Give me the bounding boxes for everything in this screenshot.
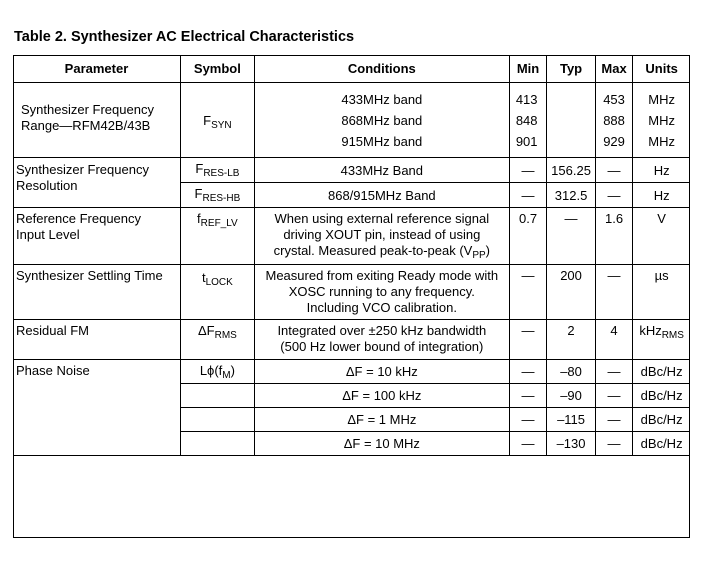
symbol-delta-frms: $\Delta F_{RMS}$: [180, 320, 254, 360]
units-ref-input: V: [633, 208, 690, 265]
table-row-freq-range: [13, 83, 690, 158]
min-residual-fm: —: [509, 320, 546, 360]
conditions-fres-lb: 433MHz Band: [254, 158, 509, 183]
typ-residual-fm: 2: [547, 320, 596, 360]
max-settling: —: [595, 265, 632, 320]
units-pn-10k: dBc/Hz: [633, 360, 690, 384]
min-pn-10m: —: [509, 432, 546, 456]
table-row-freq-res-lb: [13, 158, 690, 183]
param-freq-res: Synthesizer Frequency Resolution: [13, 158, 180, 208]
typ-pn-1m: –115: [547, 408, 596, 432]
symbol-fsyn: $F_{SYN}$: [180, 83, 254, 158]
max-fres-lb: —: [595, 158, 632, 183]
min-fres-hb: —: [509, 183, 546, 208]
max-pn-1m: —: [595, 408, 632, 432]
conditions-freq-range: 433MHz band 868MHz band 915MHz band: [254, 83, 509, 158]
conditions-pn-100k: ΔF = 100 kHz: [254, 384, 509, 408]
typ-freq-range: [547, 83, 596, 158]
min-freq-range: 413 848 901: [509, 83, 546, 158]
characteristics-table: [13, 55, 690, 456]
symbol-fres-lb: $F_{RES-LB}$: [180, 158, 254, 183]
units-fres-lb: Hz: [633, 158, 690, 183]
conditions-pn-10k: ΔF = 10 kHz: [254, 360, 509, 384]
min-settling: —: [509, 265, 546, 320]
max-ref-input: 1.6: [595, 208, 632, 265]
symbol-tlock: $t_{LOCK}$: [180, 265, 254, 320]
conditions-ref-input: When using external reference signal driving XOUT pin, instead of using crystal. Measured peak-to-peak $(V_{PP})$: [254, 208, 509, 265]
typ-pn-10m: –130: [547, 432, 596, 456]
header-symbol: Symbol: [180, 55, 254, 83]
min-pn-100k: —: [509, 384, 546, 408]
units-settling: µs: [633, 265, 690, 320]
param-residual-fm: Residual FM: [13, 320, 180, 360]
header-max: Max: [595, 55, 632, 83]
header-units: Units: [633, 55, 690, 83]
max-residual-fm: 4: [595, 320, 632, 360]
param-settling: Synthesizer Settling Time: [13, 265, 180, 320]
param-phase-noise: Phase Noise: [13, 360, 180, 456]
max-pn-100k: —: [595, 384, 632, 408]
conditions-settling: Measured from exiting Ready mode with XOSC running to any frequency. Including VCO calibration.: [254, 265, 509, 320]
table-row-residual-fm: [13, 320, 690, 360]
conditions-fres-hb: 868/915MHz Band: [254, 183, 509, 208]
typ-pn-100k: –90: [547, 384, 596, 408]
typ-settling: 200: [547, 265, 596, 320]
symbol-fref-lv: $f_{REF\_LV}$: [180, 208, 254, 265]
header-conditions: Conditions: [254, 55, 509, 83]
table-row-settling: [13, 265, 690, 320]
min-pn-10k: —: [509, 360, 546, 384]
symbol-fres-hb: $F_{RES-HB}$: [180, 183, 254, 208]
table-row-ref-input: [13, 208, 690, 265]
header-parameter: Parameter: [13, 55, 180, 83]
param-freq-range: Synthesizer Frequency Range—RFM42B/43B: [13, 83, 180, 158]
table-row-phase-noise: [13, 360, 690, 384]
header-row: [13, 55, 690, 83]
symbol-phase-noise: $L\phi(f_M)$: [180, 360, 254, 384]
min-ref-input: 0.7: [509, 208, 546, 265]
units-residual-fm: kHz$_{RMS}$: [633, 320, 690, 360]
symbol-empty: [180, 432, 254, 456]
typ-fres-lb: 156.25: [547, 158, 596, 183]
max-pn-10k: —: [595, 360, 632, 384]
max-pn-10m: —: [595, 432, 632, 456]
units-fres-hb: Hz: [633, 183, 690, 208]
conditions-pn-10m: ΔF = 10 MHz: [254, 432, 509, 456]
min-fres-lb: —: [509, 158, 546, 183]
header-min: Min: [509, 55, 546, 83]
header-typ: Typ: [547, 55, 596, 83]
conditions-pn-1m: ΔF = 1 MHz: [254, 408, 509, 432]
min-pn-1m: —: [509, 408, 546, 432]
typ-ref-input: —: [547, 208, 596, 265]
typ-pn-10k: –80: [547, 360, 596, 384]
units-freq-range: MHz MHz MHz: [633, 83, 690, 158]
max-freq-range: 453 888 929: [595, 83, 632, 158]
param-ref-input: Reference Frequency Input Level: [13, 208, 180, 265]
units-pn-1m: dBc/Hz: [633, 408, 690, 432]
typ-fres-hb: 312.5: [547, 183, 596, 208]
conditions-residual-fm: Integrated over ±250 kHz bandwidth (500 Hz lower bound of integration): [254, 320, 509, 360]
max-fres-hb: —: [595, 183, 632, 208]
units-pn-10m: dBc/Hz: [633, 432, 690, 456]
table-title: Table 2. Synthesizer AC Electrical Characteristics: [14, 29, 355, 45]
symbol-empty: [180, 384, 254, 408]
symbol-empty: [180, 408, 254, 432]
units-pn-100k: dBc/Hz: [633, 384, 690, 408]
